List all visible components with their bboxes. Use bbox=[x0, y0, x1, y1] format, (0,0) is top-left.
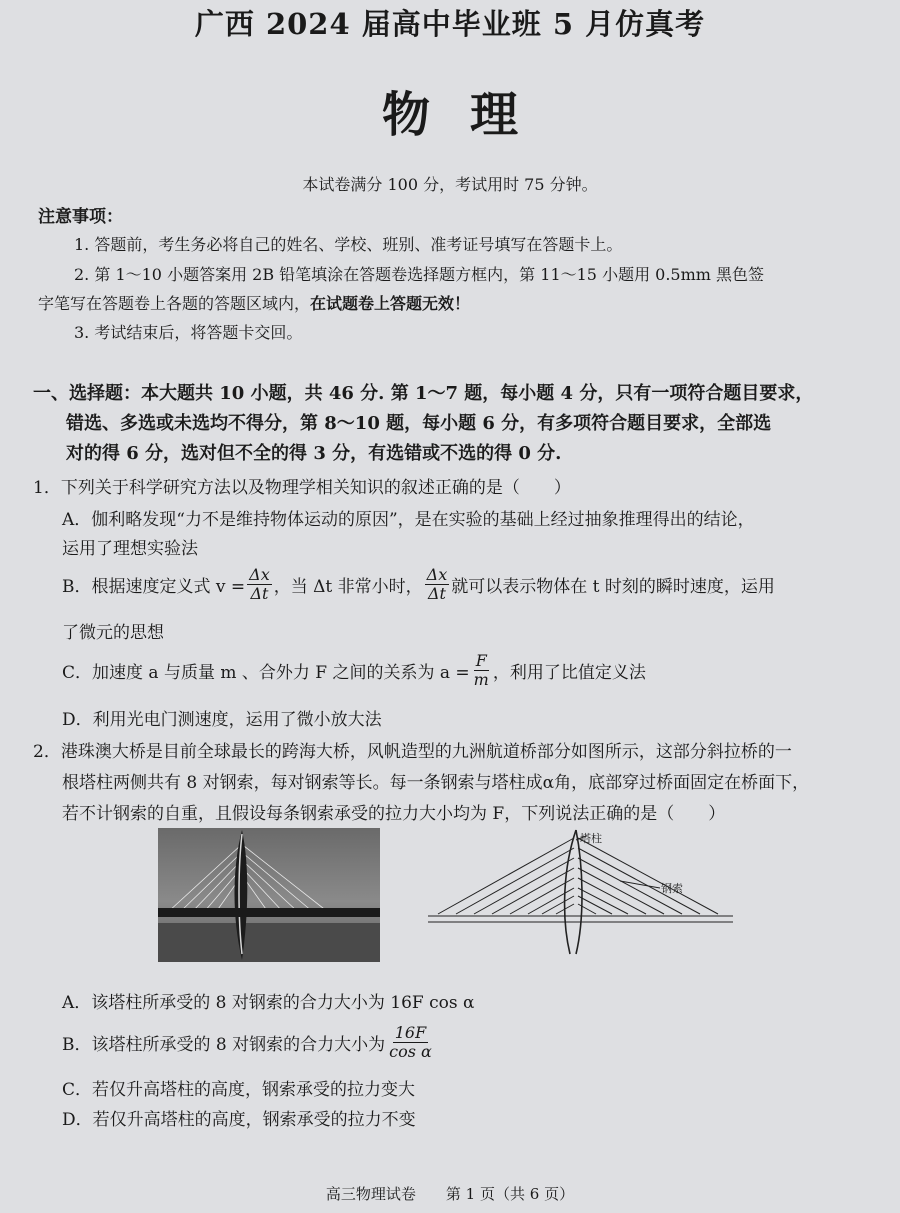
fraction-numerator: 16F bbox=[394, 1023, 427, 1042]
note-item-2-warning: 在试题卷上答题无效！ bbox=[310, 294, 471, 313]
section-1-line-3: 对的得 6 分，选对但不全的得 3 分，有选错或不选的得 0 分. bbox=[66, 443, 562, 464]
note-item-1: 1. 答题前，考生务必将自己的姓名、学校、班别、准考证号填写在答题卡上。 bbox=[74, 235, 623, 254]
q1-option-a-line-1: A．伽利略发现“力不是维持物体运动的原因”，是在实验的基础上经过抽象推理得出的结论， bbox=[62, 510, 755, 530]
section-1-line-1: 一、选择题：本大题共 10 小题，共 46 分. 第 1～7 题，每小题 4 分，只有一项符合题目要求， bbox=[33, 383, 814, 404]
bridge-schematic-diagram bbox=[428, 826, 738, 960]
q2-stem-line-3: 若不计钢索的自重，且假设每条钢索承受的拉力大小均为 F，下列说法正确的是（ ） bbox=[62, 804, 726, 824]
q2-option-d: D．若仅升高塔柱的高度，钢索承受的拉力不变 bbox=[62, 1110, 416, 1130]
q1-option-a-line-2: 运用了理想实验法 bbox=[62, 539, 198, 559]
section-1-line-2: 错选、多选或未选均不得分，第 8～10 题，每小题 6 分，有多项符合题目要求，全部选 bbox=[66, 413, 772, 434]
fraction-denominator: m bbox=[473, 670, 489, 689]
note-item-2-text: 字笔写在答题卷上各题的答题区域内， bbox=[38, 294, 311, 313]
q2-option-b-pre: B．该塔柱所承受的 8 对钢索的合力大小为 bbox=[62, 1035, 386, 1055]
diagram-label-tower: 塔柱 bbox=[580, 833, 602, 845]
fraction-denominator: Δt bbox=[427, 584, 446, 603]
q1-option-b-pre: B．根据速度定义式 v = bbox=[62, 577, 246, 597]
q1-option-b-line-2: 了微元的思想 bbox=[62, 623, 164, 643]
note-item-2-line-1: 2. 第 1～10 小题答案用 2B 铅笔填涂在答题卷选择题方框内，第 11～15 小题用 0.5mm 黑色签 bbox=[74, 265, 765, 284]
note-item-2-line-2 bbox=[38, 291, 470, 314]
q2-option-b-fraction bbox=[387, 1024, 434, 1061]
diagram-label-cable: 钢索 bbox=[661, 883, 683, 895]
exam-meta: 本试卷满分 100 分，考试用时 75 分钟。 bbox=[302, 175, 598, 194]
q2-option-a: A．该塔柱所承受的 8 对钢索的合力大小为 16F cos α bbox=[62, 993, 475, 1013]
q1-option-b-fraction-1 bbox=[247, 566, 272, 603]
q1-option-b-line-1 bbox=[62, 566, 775, 603]
fraction-denominator: cos α bbox=[389, 1042, 432, 1061]
fraction-numerator: Δx bbox=[426, 565, 448, 584]
q1-option-c bbox=[62, 652, 646, 689]
note-item-3: 3. 考试结束后，将答题卡交回。 bbox=[74, 323, 303, 342]
q1-option-c-fraction bbox=[472, 652, 491, 689]
q2-stem-line-2: 根塔柱两侧共有 8 对钢索，每对钢索等长。每一条钢索与塔柱成α角，底部穿过桥面固定在桥面下， bbox=[62, 773, 810, 793]
q2-stem-line-1: 2．港珠澳大桥是目前全球最长的跨海大桥，风帆造型的九洲航道桥部分如图所示，这部分斜拉桥的一 bbox=[33, 742, 792, 762]
fraction-denominator: Δt bbox=[250, 584, 269, 603]
q1-stem: 1．下列关于科学研究方法以及物理学相关知识的叙述正确的是（ ） bbox=[33, 478, 571, 498]
q1-option-d: D．利用光电门测速度，运用了微小放大法 bbox=[62, 710, 382, 730]
q1-option-b-mid: ，当 Δt 非常小时， bbox=[273, 577, 423, 597]
notes-heading: 注意事项： bbox=[38, 207, 123, 227]
fraction-numerator: F bbox=[475, 651, 487, 670]
subject-title: 物理 bbox=[381, 87, 558, 143]
page-footer: 高三物理试卷 第 1 页（共 6 页） bbox=[325, 1185, 575, 1203]
q1-option-c-post: ，利用了比值定义法 bbox=[492, 663, 646, 683]
bridge-photo bbox=[158, 828, 380, 962]
q2-option-b bbox=[62, 1024, 436, 1061]
q1-option-b-post: 就可以表示物体在 t 时刻的瞬时速度，运用 bbox=[451, 577, 775, 597]
exam-title: 广西 2024 届高中毕业班 5 月仿真考 bbox=[194, 7, 706, 41]
fraction-numerator: Δx bbox=[249, 565, 270, 584]
q2-option-c: C．若仅升高塔柱的高度，钢索承受的拉力变大 bbox=[62, 1080, 416, 1100]
q1-option-c-pre: C．加速度 a 与质量 m 、合外力 F 之间的关系为 a = bbox=[62, 663, 470, 683]
q1-option-b-fraction-2 bbox=[425, 566, 450, 603]
